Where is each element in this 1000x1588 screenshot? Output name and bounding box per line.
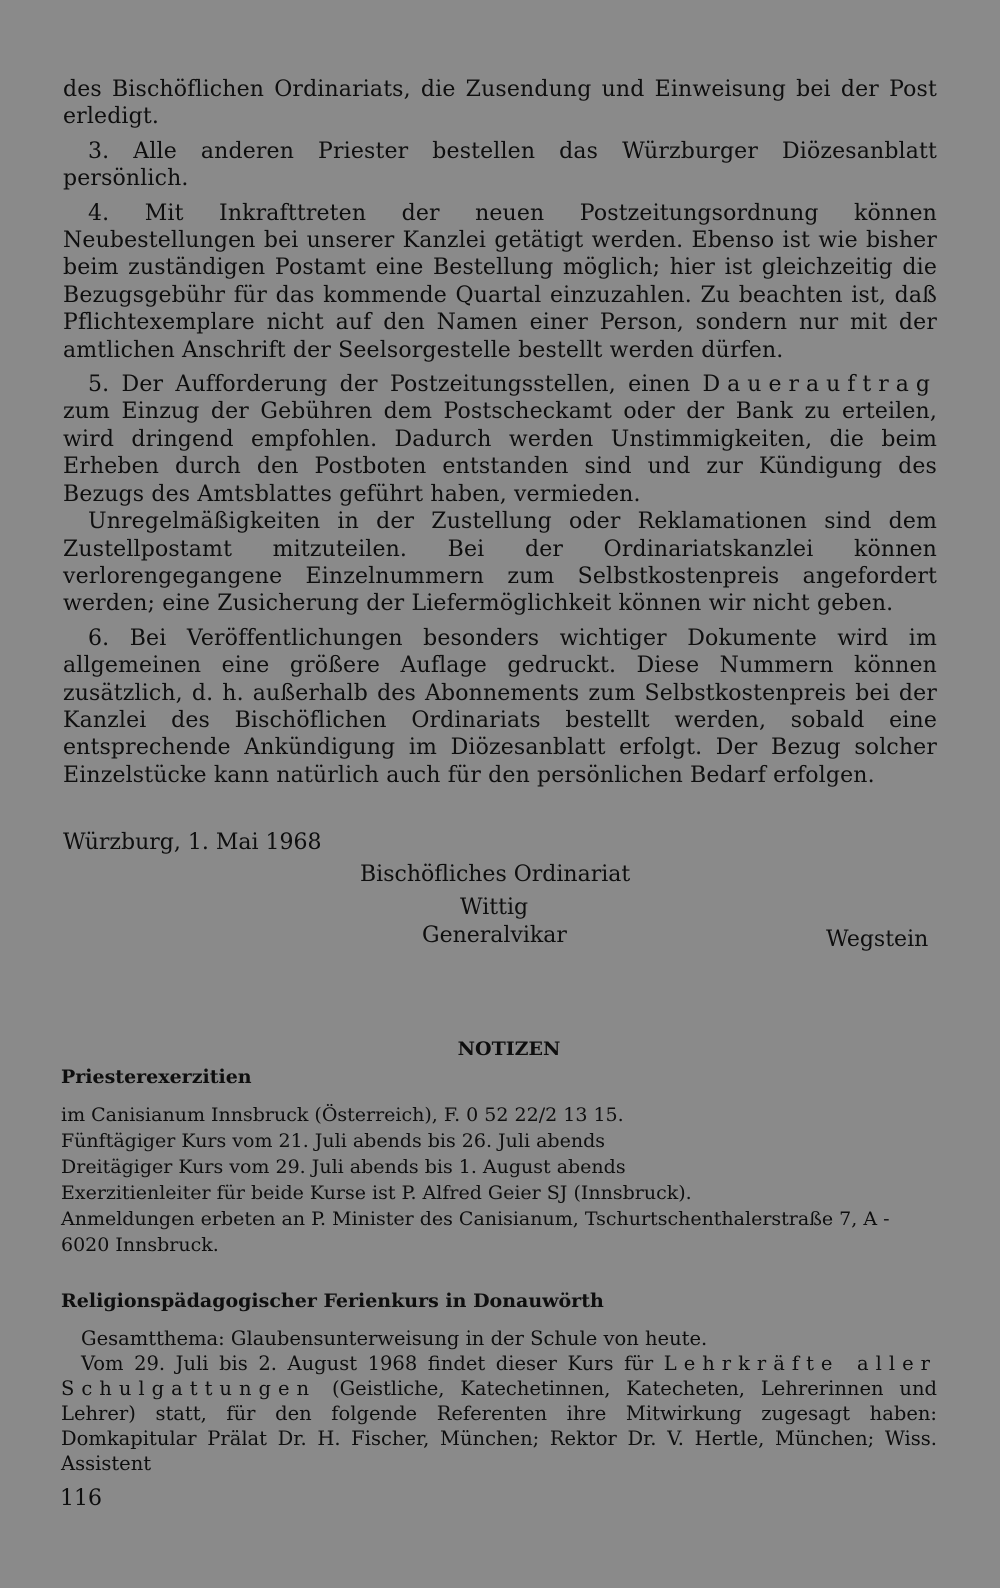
ferienkurs-theme: Gesamtthema: Glaubensunterweisung in der Schule von heute. xyxy=(81,1327,708,1350)
paragraph-4: 4. Mit Inkrafttreten der neuen Postzeitungsordnung können Neubestellungen bei unserer Kanzlei getätigt werden. Ebenso ist wie bisher beim zuständigen Postamt eine Bestellung möglich; hier ist gleichzeitig die Bezugsgebühr für das kommende Quartal einzuzahlen. Zu beachten ist, daß Pflichtexemplare nicht auf den Namen einer Person, sondern nur mit der amtlichen Anschrift der Seelsorgestelle bestellt werden dürfen. xyxy=(63,200,937,363)
paragraph-5-start: 5. Der Aufforderung der Postzeitungsstellen, einen xyxy=(88,372,703,398)
ferienkurs-start: Vom 29. Juli bis 2. August 1968 findet dieser Kurs für xyxy=(81,1352,664,1375)
note-line: Fünftägiger Kurs vom 21. Juli abends bis 26. Juli abends xyxy=(61,1130,605,1152)
emphasis-lehrkraefte: Lehrkräfte aller Schulgattungen xyxy=(61,1352,938,1400)
ferienkurs-paragraph xyxy=(61,1351,937,1476)
note-line: im Canisianum Innsbruck (Österreich), F. 0 52 22/2 13 15. xyxy=(61,1104,624,1126)
paragraph-5-end: zum Einzug der Gebühren dem Postscheckamt oder der Bank zu erteilen, wird dringend empfohlen. Dadurch werden Unstimmigkeiten, die beim Erheben durch den Postboten entstanden sind und zur Kündigung des Bezugs des Amtsblattes geführt haben, vermieden. xyxy=(63,399,937,507)
notes-section xyxy=(61,1038,937,1476)
note-line: Anmeldungen erbeten an P. Minister des Canisianum, Tschurtschenthalerstraße 7, A - 6020 Innsbruck. xyxy=(61,1208,890,1256)
paragraph-3: 3. Alle anderen Priester bestellen das Würzburger Diözesanblatt persönlich. xyxy=(63,138,937,192)
paragraph-6: 6. Bei Veröffentlichungen besonders wichtiger Dokumente wird im allgemeinen eine größere Auflage gedruckt. Diese Nummern können zusätzlich, d. h. außerhalb des Abonnements zum Selbstkostenpreis bei der Kanzlei des Bischöflichen Ordinariats bestellt werden, sobald eine entsprechende Ankündigung im Diözesanblatt erfolgt. Der Bezug solcher Einzelstücke kann natürlich auch für den persönlichen Bedarf erfolgen. xyxy=(63,625,937,788)
signature-name: Wittig xyxy=(460,895,529,920)
section-title-priesterexerzitien: Priesterexerzitien xyxy=(61,1066,252,1088)
main-text xyxy=(63,76,937,789)
signature-title: Generalvikar xyxy=(422,923,567,948)
paragraph-intro: des Bischöflichen Ordinariats, die Zusendung und Einweisung bei der Post erledigt. xyxy=(63,77,937,130)
paragraph-5 xyxy=(63,371,937,508)
note-line: Dreitägiger Kurs vom 29. Juli abends bis 1. August abends xyxy=(61,1156,626,1178)
notes-heading: NOTIZEN xyxy=(457,1038,561,1060)
signature-second-name: Wegstein xyxy=(826,927,929,952)
signature-office: Bischöfliches Ordinariat xyxy=(360,862,631,887)
section-body-priesterexerzitien xyxy=(61,1102,937,1258)
paragraph-5b: Unregelmäßigkeiten in der Zustellung oder Reklamationen sind dem Zustellpostamt mitzuteilen. Bei der Ordinariatskanzlei können verlorengegangene Einzelnummern zum Selbstkostenpreis angefordert werden; eine Zusicherung der Liefermöglichkeit können wir nicht geben. xyxy=(63,509,937,617)
section-title-ferienkurs: Religionspädagogischer Ferienkurs in Donauwörth xyxy=(61,1290,604,1312)
page-number: 116 xyxy=(60,1486,102,1511)
emphasis-dauerauftrag: Dauerauftrag xyxy=(702,372,937,398)
note-line: Exerzitienleiter für beide Kurse ist P. Alfred Geier SJ (Innsbruck). xyxy=(61,1182,692,1204)
place-date: Würzburg, 1. Mai 1968 xyxy=(63,830,322,855)
ferienkurs-end: (Geistliche, Katechetinnen, Katecheten, Lehrerinnen und Lehrer) statt, für den folgende Referenten ihre Mitwirkung zugesagt haben: Domkapitular Prälat Dr. H. Fischer, München; Rektor Dr. V. Hertle, München; Wiss. Assistent xyxy=(61,1377,937,1475)
